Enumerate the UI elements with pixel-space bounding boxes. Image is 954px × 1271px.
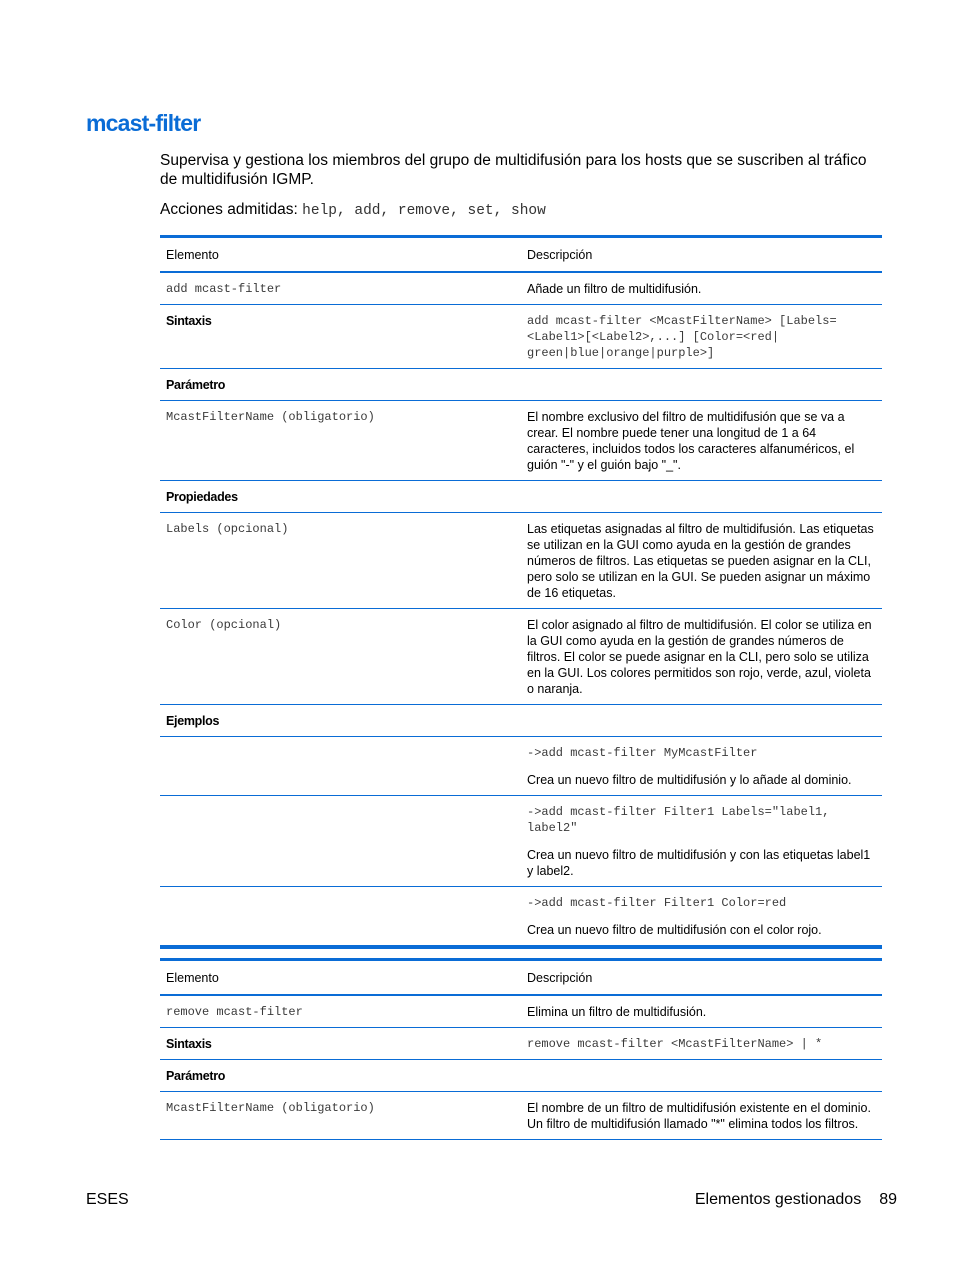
parameter-name: McastFilterName (obligatorio) bbox=[166, 410, 375, 424]
add-command-table bbox=[160, 235, 882, 949]
footer-section: Elementos gestionados bbox=[694, 1191, 862, 1208]
parameter-description: El nombre de un filtro de multidifusión existente en el dominio. Un filtro de multidifusión llamado "*" elimina todos los filtros. bbox=[527, 1101, 871, 1131]
table-row bbox=[160, 995, 882, 1028]
command-name: remove mcast-filter bbox=[166, 1005, 303, 1019]
table-row bbox=[160, 369, 882, 401]
table-row bbox=[160, 481, 882, 513]
table-row bbox=[160, 1028, 882, 1060]
footer-language: ESES bbox=[86, 1191, 129, 1208]
syntax-value: add mcast-filter <McastFilterName> [Labels=<Label1>[<Label2>,...] [Color=<red| green|blue|orange|purple>] bbox=[527, 314, 837, 360]
example-description: Crea un nuevo filtro de multidifusión y lo añade al dominio. bbox=[527, 773, 852, 787]
table-row bbox=[160, 401, 882, 481]
table-row bbox=[160, 272, 882, 305]
example-command: ->add mcast-filter Filter1 Color=red bbox=[527, 896, 787, 910]
table-row bbox=[160, 1060, 882, 1092]
table-header-row bbox=[160, 960, 882, 996]
page-number: 89 bbox=[879, 1191, 897, 1208]
parameter-description: El nombre exclusivo del filtro de multidifusión que se va a crear. El nombre puede tener una longitud de 1 a 64 caracteres, incluidos todos los caracteres alfanuméricos, el guión "-" y el guión bajo "_". bbox=[527, 410, 855, 472]
actions-label: Acciones admitidas bbox=[160, 201, 294, 218]
table-row bbox=[160, 609, 882, 705]
syntax-label: Sintaxis bbox=[166, 314, 212, 328]
header-element: Elemento bbox=[166, 971, 219, 985]
table-header-row bbox=[160, 237, 882, 273]
labels-property-description: Las etiquetas asignadas al filtro de multidifusión. Las etiquetas se utilizan en la GUI como ayuda en la gestión de grandes números de filtros. Las etiquetas se pueden asignar en la CLI, pero solo se utilizan en la GUI. Se pueden asignar un máximo de 16 etiquetas. bbox=[527, 522, 874, 600]
example-description: Crea un nuevo filtro de multidifusión y con las etiquetas label1 y label2. bbox=[527, 848, 871, 878]
intro-paragraph: Supervisa y gestiona los miembros del grupo de multidifusión para los hosts que se suscriben al tráfico de multidifusión IGMP. bbox=[160, 152, 867, 188]
table-row bbox=[160, 513, 882, 609]
table-row bbox=[160, 1092, 882, 1140]
syntax-label: Sintaxis bbox=[166, 1037, 212, 1051]
header-description: Descripción bbox=[527, 248, 593, 262]
parameter-label: Parámetro bbox=[166, 1069, 226, 1083]
labels-property-name: Labels (opcional) bbox=[166, 522, 289, 536]
page-title: mcast-filter bbox=[86, 110, 201, 136]
command-description: Añade un filtro de multidifusión. bbox=[527, 282, 702, 296]
header-element: Elemento bbox=[166, 248, 219, 262]
parameter-name: McastFilterName (obligatorio) bbox=[166, 1101, 375, 1115]
example-row bbox=[160, 887, 882, 948]
example-row bbox=[160, 737, 882, 796]
header-description: Descripción bbox=[527, 971, 593, 985]
properties-label: Propiedades bbox=[166, 490, 238, 504]
table-row bbox=[160, 705, 882, 737]
parameter-label: Parámetro bbox=[166, 378, 226, 392]
example-description: Crea un nuevo filtro de multidifusión con el color rojo. bbox=[527, 923, 822, 937]
supported-actions: Acciones admitidas: help, add, remove, set, show bbox=[160, 201, 546, 219]
example-command: ->add mcast-filter Filter1 Labels="label1, label2" bbox=[527, 805, 830, 835]
remove-command-table bbox=[160, 958, 882, 1140]
footer-right bbox=[695, 1191, 897, 1209]
color-property-description: El color asignado al filtro de multidifusión. El color se utiliza en la GUI como ayuda en la gestión de grandes números de filtros. El color se puede asignar en la CLI, pero solo se utiliza en la GUI. Los colores permitidos son rojo, verde, azul, violeta o naranja. bbox=[527, 618, 872, 696]
command-description: Elimina un filtro de multidifusión. bbox=[527, 1005, 707, 1019]
color-property-name: Color (opcional) bbox=[166, 618, 282, 632]
example-command: ->add mcast-filter MyMcastFilter bbox=[527, 746, 758, 760]
examples-label: Ejemplos bbox=[166, 714, 220, 728]
syntax-value: remove mcast-filter <McastFilterName> | * bbox=[527, 1037, 823, 1051]
table-row bbox=[160, 305, 882, 369]
command-name: add mcast-filter bbox=[166, 282, 282, 296]
example-row bbox=[160, 796, 882, 887]
actions-values: help, add, remove, set, show bbox=[302, 203, 546, 219]
